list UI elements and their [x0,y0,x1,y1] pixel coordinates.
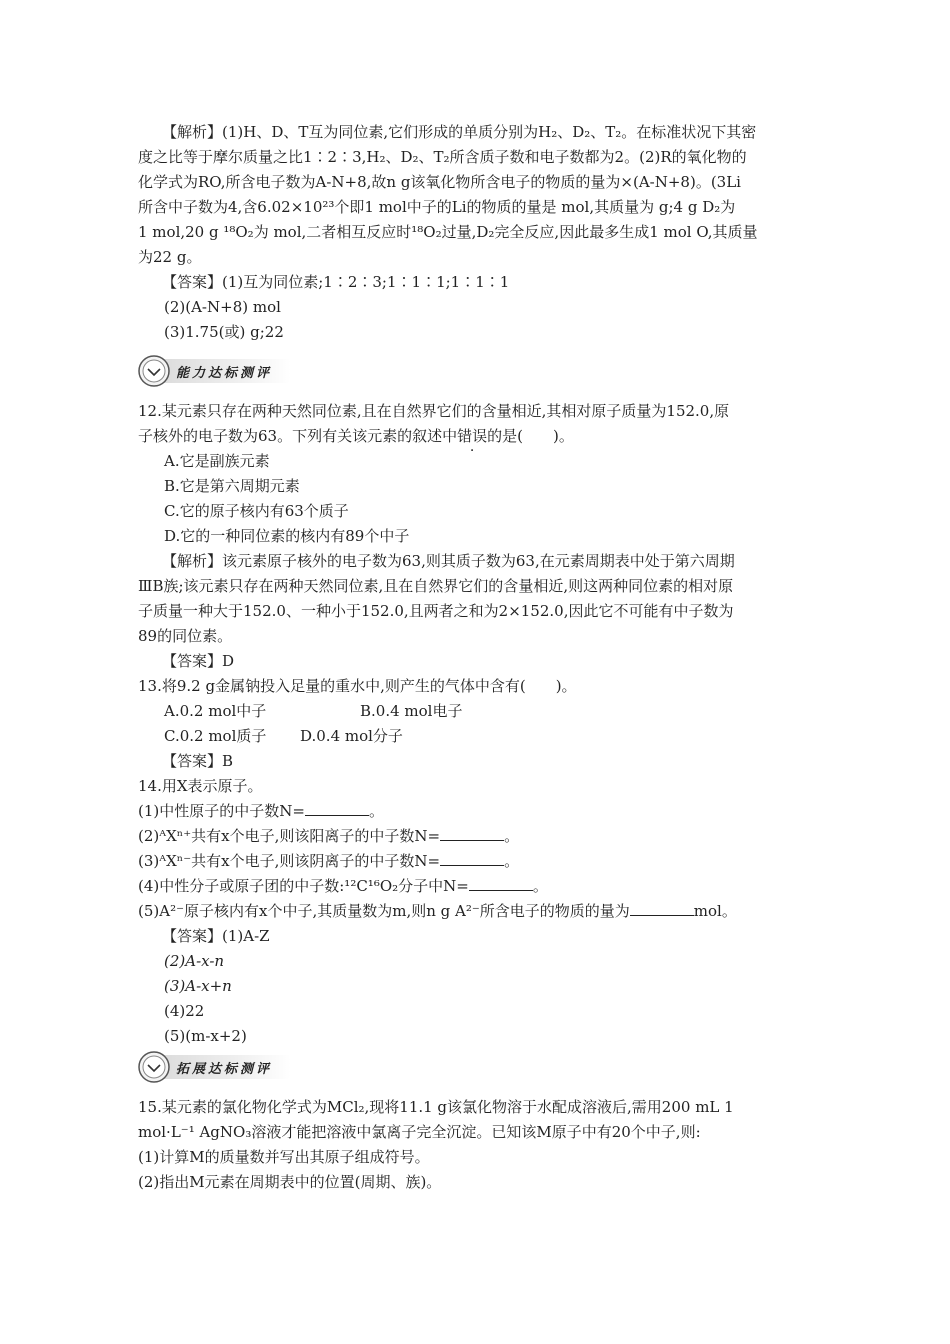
answer-block-top [138,270,818,345]
answer-line: 【答案】(1)互为同位素;1∶2∶3;1∶1∶1;1∶1∶1 [162,273,510,291]
option-c: C.它的原子核内有63个质子 [164,502,349,520]
sub-question: (1)计算M的质量数并写出其原子组成符号。 [138,1148,430,1166]
sub-question: (5)A²⁻原子核内有x个中子,其质量数为m,则n g A²⁻所含电子的物质的量为 mol。 [138,902,737,920]
analysis-line: 所含中子数为4,含6.02×10²³个即1 mol中子的Li的物质的量是 mol,其质量为 g;4 g D₂为 [138,198,736,216]
analysis-line: ⅢB族;该元素只存在两种天然同位素,且在自然界它们的含量相近,则这两种同位素的相对原 [138,577,734,595]
option-row [138,699,818,724]
analysis-line: 度之比等于摩尔质量之比1∶2∶3,H₂、D₂、T₂所含质子数和电子数都为2。(2)R的氧化物的 [138,148,747,166]
option-c: C.0.2 mol质子 [164,727,267,745]
question-stem: 12.某元素只存在两种天然同位素,且在自然界它们的含量相近,其相对原子质量为152.0,原 [138,402,730,420]
option-d: D.0.4 mol分子 [300,727,403,745]
section-banner-extension [136,1049,818,1085]
analysis-line: 89的同位素。 [138,627,233,645]
answer-blank[interactable] [469,876,533,891]
answer-line: 【答案】D [162,652,235,670]
option-a: A.它是副族元素 [164,452,270,470]
option-d: D.它的一种同位素的核内有89个中子 [164,527,410,545]
analysis-line: 为22 g。 [138,248,202,266]
sub-question: (2)ᴬXⁿ⁺共有x个电子,则该阳离子的中子数N= 。 [138,827,520,845]
answer-line: (5)(m-x+2) [164,1027,247,1045]
answer-line: 【答案】B [162,752,234,770]
banner-label: 拓展达标测评 [176,1062,273,1077]
option-a: A.0.2 mol中子 [164,702,267,720]
answer-line: (3)1.75(或) g;22 [164,323,284,341]
analysis-line: 化学式为RO,所含电子数为A-N+8,故n g该氧化物所含电子的物质的量为×(A-N+8)。(3Li [138,173,741,191]
analysis-line: 子质量一种大于152.0、一种小于152.0,且两者之和为2×152.0,因此它不可能有中子数为 [138,602,734,620]
sub-question: (3)ᴬXⁿ⁻共有x个电子,则该阴离子的中子数N= 。 [138,852,520,870]
answer-line: (4)22 [164,1002,205,1020]
question-stem: 13.将9.2 g金属钠投入足量的重水中,则产生的气体中含有( )。 [138,677,577,695]
question-13 [138,674,818,774]
analysis-line: 【解析】(1)H、D、T互为同位素,它们形成的单质分别为H₂、D₂、T₂。在标准状况下其密 [162,123,757,141]
banner-label: 能力达标测评 [176,366,273,381]
answer-line: (3)A-x+n [164,977,232,995]
question-stem-line2: 子核外的电子数为63。下列有关该元素的叙述中错误的是( )。 [138,427,574,445]
answer-blank[interactable] [630,901,694,916]
question-stem: mol·L⁻¹ AgNO₃溶液才能把溶液中氯离子完全沉淀。已知该M原子中有20个中子,则: [138,1123,701,1141]
section-banner-ability [136,353,818,389]
question-15 [138,1095,818,1195]
emphasis-text: 错误 [457,427,488,445]
answer-line: 【答案】(1)A-Z [162,927,270,945]
analysis-block-top [138,120,818,270]
analysis-line: 1 mol,20 g ¹⁸O₂为 mol,二者相互反应时¹⁸O₂过量,D₂完全反应,因此最多生成1 mol O,其质量 [138,223,758,241]
answer-line: (2)A-x-n [164,952,225,970]
sub-question: (4)中性分子或原子团的中子数:¹²C¹⁶O₂分子中N= 。 [138,877,548,895]
option-b: B.它是第六周期元素 [164,477,300,495]
option-row [138,724,818,749]
sub-question: (1)中性原子的中子数N= 。 [138,802,384,820]
question-stem: 15.某元素的氯化物化学式为MCl₂,现将11.1 g该氯化物溶于水配成溶液后,需用200 mL 1 [138,1098,734,1116]
answer-blank[interactable] [440,826,504,841]
answer-blank[interactable] [305,801,369,816]
document-page [138,120,818,1195]
question-stem: 14.用X表示原子。 [138,777,263,795]
answer-blank[interactable] [440,851,504,866]
answer-line: (2)(A-N+8) mol [164,298,281,316]
option-b: B.0.4 mol电子 [360,702,463,720]
question-12 [138,399,818,674]
analysis-line: 【解析】该元素原子核外的电子数为63,则其质子数为63,在元素周期表中处于第六周期 [162,552,735,570]
sub-question: (2)指出M元素在周期表中的位置(周期、族)。 [138,1173,442,1191]
question-14 [138,774,818,1049]
